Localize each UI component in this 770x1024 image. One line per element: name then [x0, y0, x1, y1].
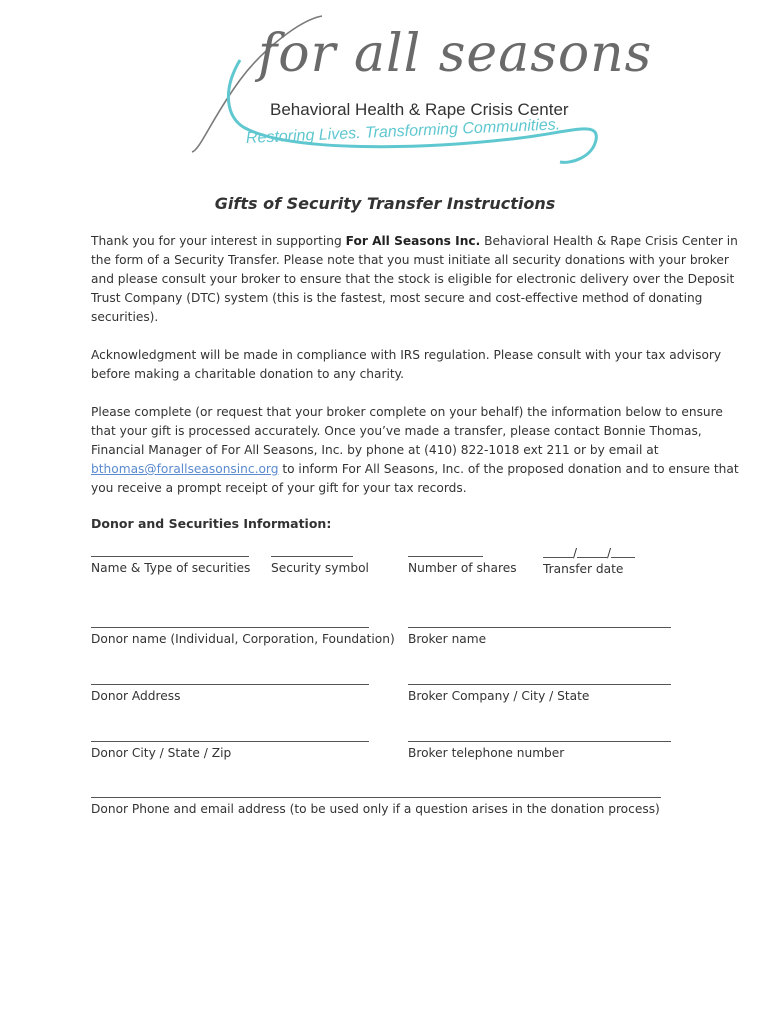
page-title: Gifts of Security Transfer Instructions — [214, 194, 556, 213]
donor-city-label: Donor City / State / Zip — [91, 746, 232, 760]
broker-name-line[interactable] — [408, 627, 671, 628]
donor-address-line[interactable] — [91, 684, 369, 685]
section-heading: Donor and Securities Information: — [91, 516, 332, 531]
security-symbol-field[interactable] — [271, 556, 381, 575]
broker-phone-line[interactable] — [408, 741, 671, 742]
broker-name-field[interactable] — [408, 627, 672, 646]
number-of-shares-label: Number of shares — [408, 561, 517, 575]
donor-phone-email-field[interactable] — [91, 797, 691, 816]
broker-company-field[interactable] — [408, 684, 672, 703]
logo-subtitle: Behavioral Health & Rape Crisis Center — [270, 100, 569, 119]
securities-name-label: Name & Type of securities — [91, 561, 251, 575]
transfer-date-label: Transfer date — [543, 562, 624, 576]
broker-company-line[interactable] — [408, 684, 671, 685]
security-symbol-label: Security symbol — [271, 561, 369, 575]
organization-name: For All Seasons Inc. — [345, 234, 481, 248]
donor-city-line[interactable] — [91, 741, 369, 742]
donor-city-field[interactable] — [91, 741, 371, 760]
number-of-shares-line[interactable] — [408, 556, 483, 557]
security-symbol-line[interactable] — [271, 556, 353, 557]
donor-phone-email-label: Donor Phone and email address (to be used only if a question arises in the donation process) — [91, 802, 660, 816]
logo-script-text: for all seasons — [258, 24, 653, 84]
donor-address-field[interactable] — [91, 684, 371, 703]
securities-name-field[interactable] — [91, 556, 251, 575]
intro-text-before: Thank you for your interest in supporting — [91, 234, 346, 248]
donor-address-label: Donor Address — [91, 689, 181, 703]
donor-name-field[interactable] — [91, 627, 401, 646]
transfer-date-field[interactable] — [543, 546, 653, 576]
donor-phone-email-line[interactable] — [91, 797, 661, 798]
transfer-date-input[interactable]: / / — [543, 544, 653, 558]
logo-tagline: Restoring Lives. Transforming Communities. — [245, 116, 561, 147]
instructions-text-before: Please complete (or request that your broker complete on your behalf) the information below to ensure that your gift is processed accurately. Once you’ve made a transfer, please contact Bonnie Thomas, Financial Manager of For All Seasons, Inc. by phone at (410) 822-1018 ext 211 or by email at — [91, 405, 723, 457]
broker-phone-label: Broker telephone number — [408, 746, 565, 760]
intro-text-after: Behavioral Health & Rape Crisis Center in the form of a Security Transfer. Please note that you must initiate all security donations with your broker and please consult your broker to ensure that the stock is eligible for electronic delivery over the Deposit Trust Company (DTC) system (this is the fastest, most secure and cost-effective method of donating securities). — [91, 234, 738, 324]
instructions-paragraph — [91, 403, 741, 498]
acknowledgment-paragraph: Acknowledgment will be made in compliance with IRS regulation. Please consult with your tax advisory before making a charitable donation to any charity. — [91, 348, 722, 381]
number-of-shares-field[interactable] — [408, 556, 528, 575]
donor-name-label: Donor name (Individual, Corporation, Foundation) — [91, 632, 395, 646]
broker-name-label: Broker name — [408, 632, 487, 646]
donor-name-line[interactable] — [91, 627, 369, 628]
securities-name-line[interactable] — [91, 556, 249, 557]
intro-paragraph — [91, 232, 741, 327]
broker-phone-field[interactable] — [408, 741, 672, 760]
email-link[interactable]: bthomas@forallseasonsinc.org — [91, 462, 279, 476]
instructions-text-after: to inform For All Seasons, Inc. of the proposed donation and to ensure that you receive a prompt receipt of your gift for your tax records. — [91, 462, 739, 495]
organization-logo — [0, 0, 770, 185]
broker-company-label: Broker Company / City / State — [408, 689, 590, 703]
